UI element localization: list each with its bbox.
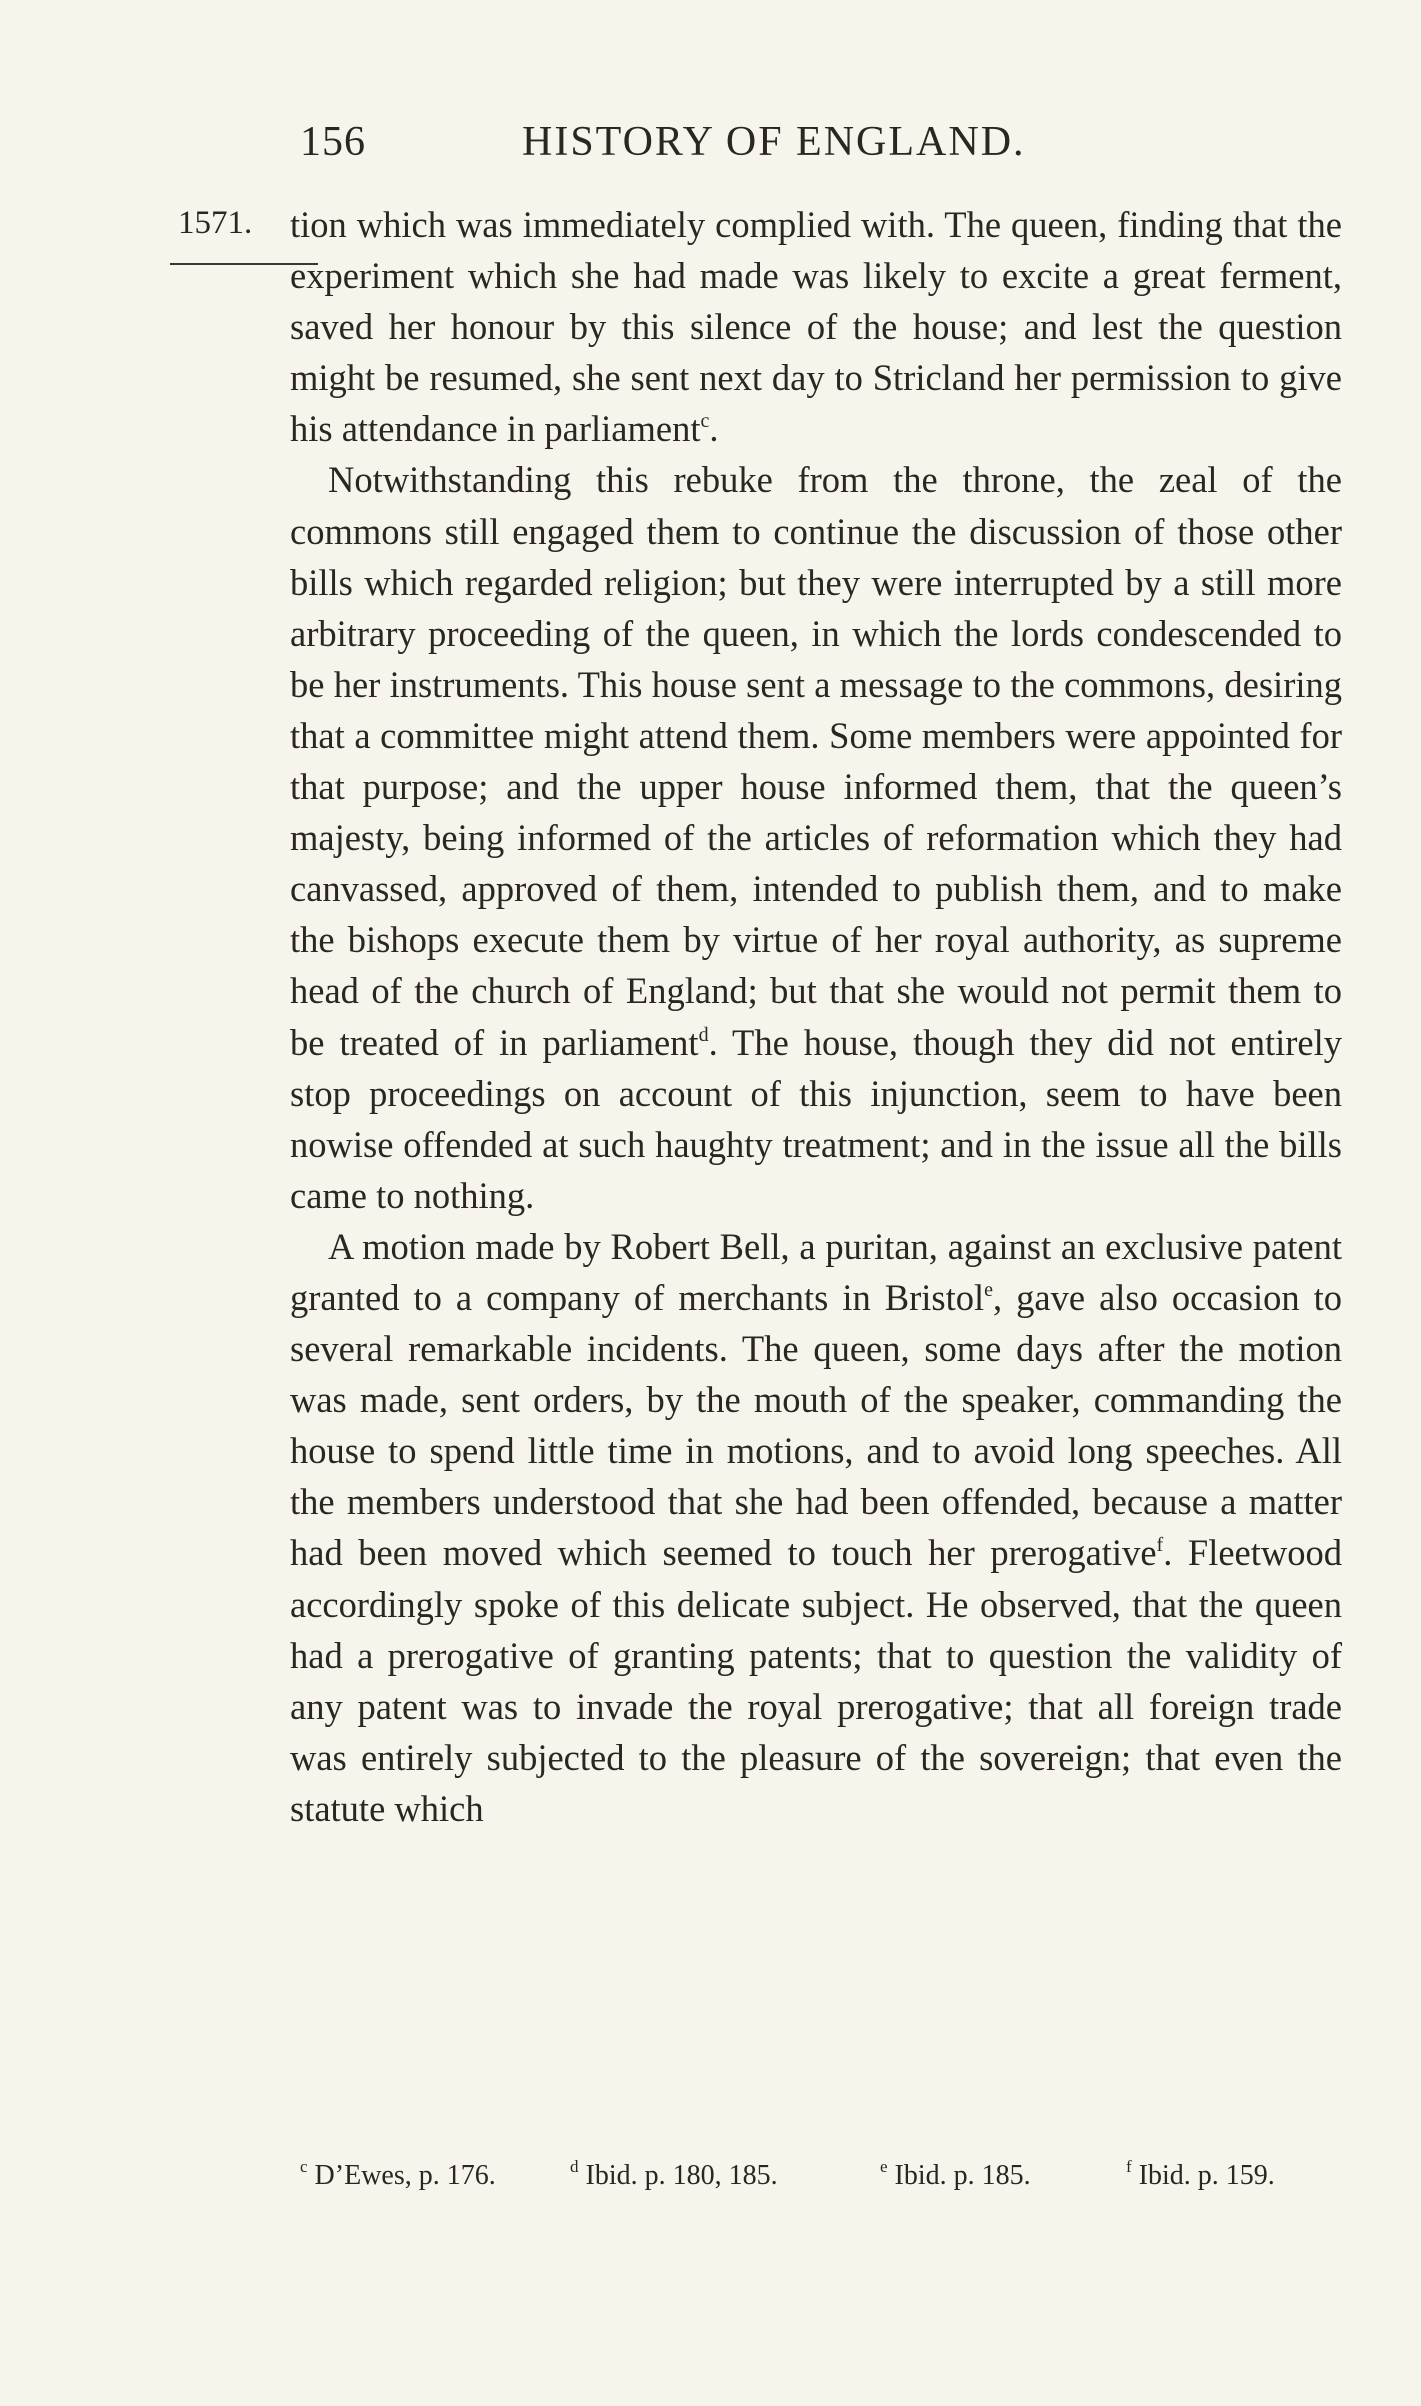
footnote-ref-c: c (700, 410, 710, 433)
body-text (290, 199, 1342, 1834)
footnote-text: Ibid. p. 159. (1138, 2160, 1275, 2191)
paragraph-text: tion which was immediately complied with. The queen, finding that the experiment which she had made was likely to excite a great ferment, saved her honour by this silence of the house; and lest the question might be resumed, she sent next day to Stricland her permission to give his attendance in parliament (290, 204, 1342, 450)
margin-year: 1571. (178, 205, 253, 241)
paragraph-text: . (709, 408, 719, 450)
footnote-text: Ibid. p. 185. (894, 2160, 1031, 2191)
footnote-e (880, 2157, 1031, 2192)
footnote-f (1126, 2157, 1275, 2192)
footnote-ref-f: f (1156, 1534, 1164, 1557)
footnote-d (570, 2157, 778, 2192)
footnote-text: D’Ewes, p. 176. (314, 2160, 496, 2191)
running-title: HISTORY OF ENGLAND. (522, 119, 1026, 165)
footnote-mark: f (1126, 2157, 1132, 2176)
paragraph-text: Notwithstanding this rebuke from the throne, the zeal of the commons still engaged them to continue the discussion of those other bills which regarded religion; but they were interrupted by a still more arbitrary proceeding of the queen, in which the lords condescended to be her instruments. This house sent a message to the commons, desiring that a committee might attend them. Some members were appointed for that purpose; and the upper house informed them, that the queen’s majesty, being informed of the articles of reformation which they had canvassed, approved of them, intended to publish them, and to make the bishops execute them by virtue of her royal authority, as supreme head of the church of England; but that she would not permit them to be treated of in parliament (290, 459, 1342, 1063)
footnote-mark: c (300, 2157, 308, 2176)
footnote-c (300, 2157, 496, 2192)
paragraph-2 (290, 454, 1342, 1220)
paragraph-text: . Fleetwood accordingly spoke of this delicate subject. He observed, that the queen had a prerogative of granting patents; that to question the validity of any patent was to invade the royal prerogative; that all foreign trade was entirely subjected to the pleasure of the sovereign; that even the statute which (290, 1532, 1343, 1829)
paragraph-3 (290, 1221, 1342, 1834)
paragraph-text: . The house, though they did not entirely stop proceedings on account of this injunction, seem to have been nowise offended at such haughty treatment; and in the issue all the bills came to nothing. (290, 1021, 1343, 1216)
footnotes (300, 2157, 1344, 2200)
paragraph-1 (290, 199, 1342, 454)
footnote-mark: d (570, 2157, 579, 2176)
footnote-mark: e (880, 2157, 888, 2176)
running-head (300, 118, 1130, 168)
footnote-ref-e: e (984, 1278, 994, 1301)
page-number: 156 (300, 119, 366, 165)
paragraph-text: A motion made by Robert Bell, a puritan, against an exclusive patent granted to a company of merchants in Bristol (290, 1225, 1342, 1318)
footnote-ref-d: d (698, 1023, 709, 1046)
paragraph-text: , gave also occasion to several remarkable incidents. The queen, some days after the motion was made, sent orders, by the mouth of the speaker, commanding the house to spend little time in motions, and to avoid long speeches. All the members understood that she had been offended, because a matter had been moved which seemed to touch her prerogative (290, 1276, 1342, 1574)
footnote-text: Ibid. p. 180, 185. (585, 2160, 778, 2191)
